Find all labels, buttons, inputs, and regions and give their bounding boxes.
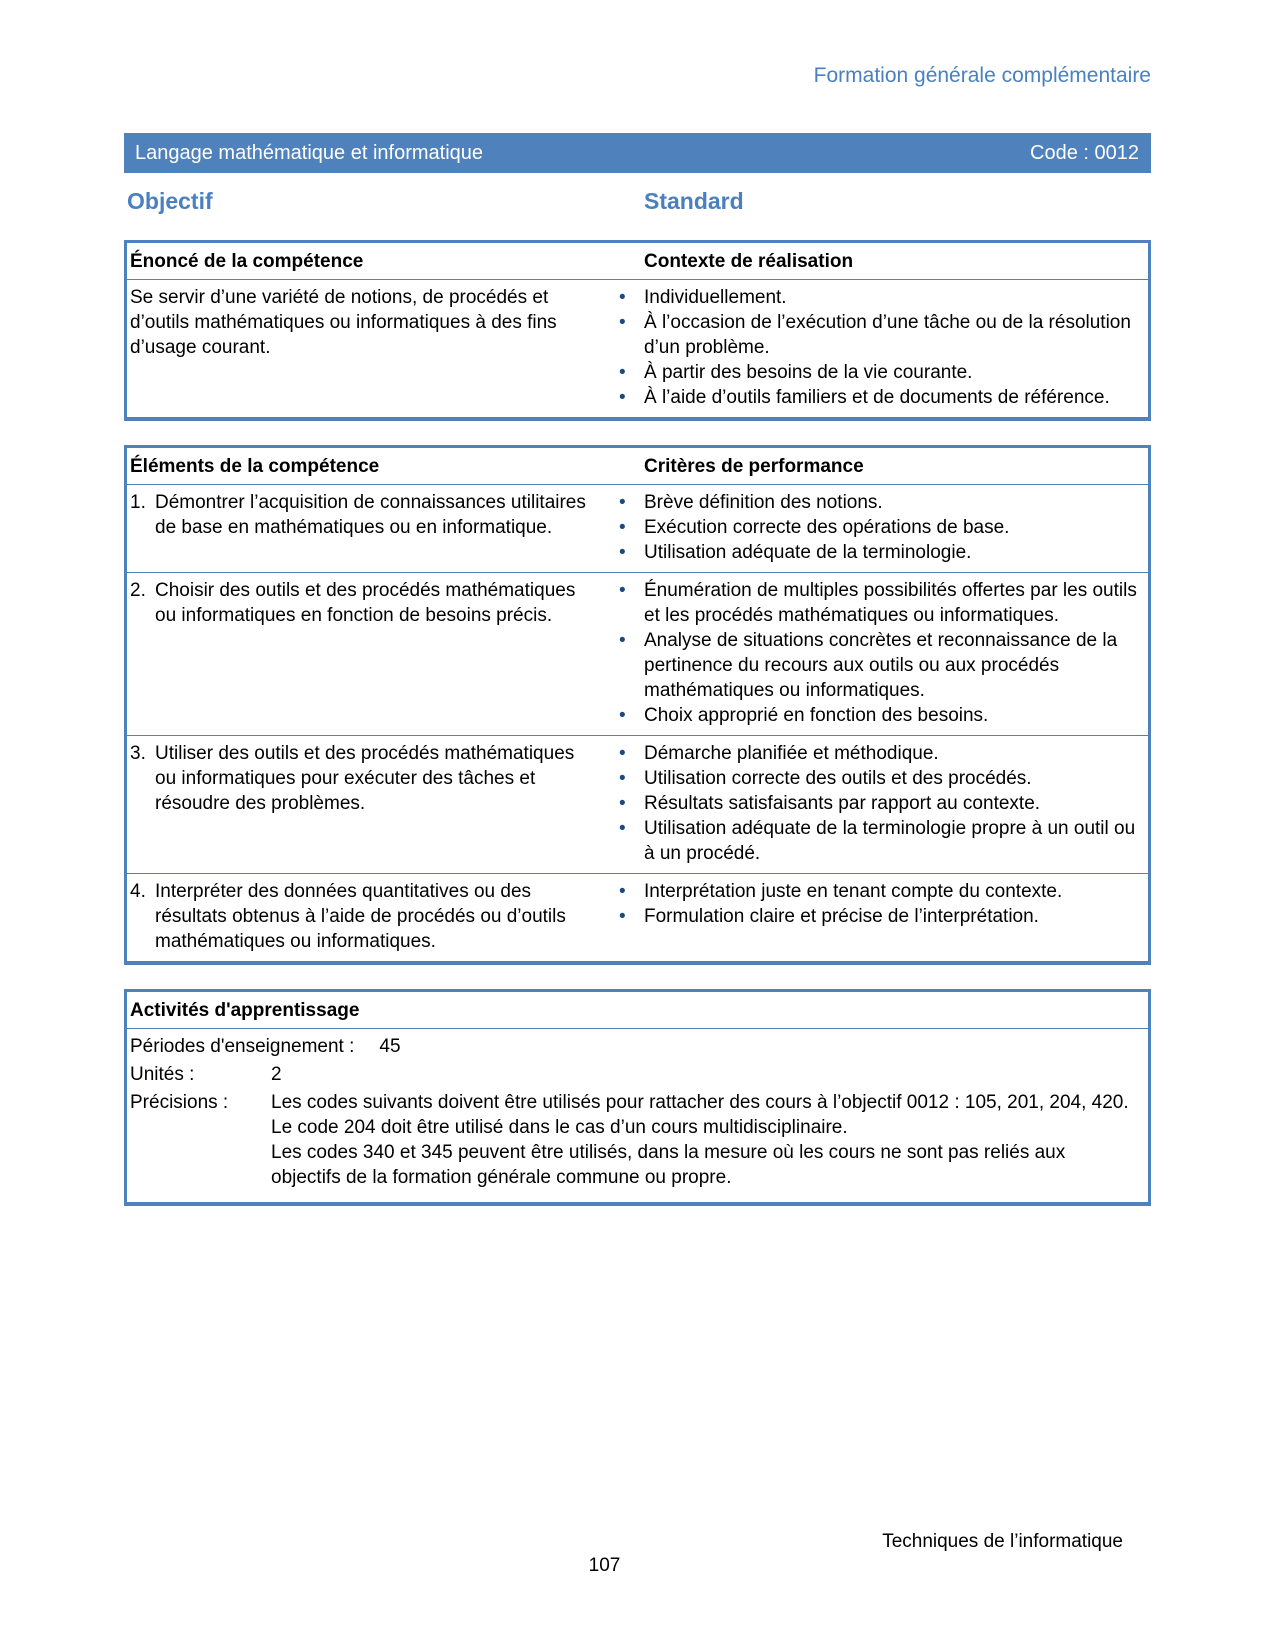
list-item: • À l’aide d’outils familiers et de documents de référence. [619,387,1110,408]
bullet-icon: • [619,492,626,513]
item-number: 1. [130,492,146,513]
table-row [127,280,1148,417]
title-bar [124,133,1151,173]
competence-statement: Se servir d’une variété de notions, de procédés et d’outils mathématiques ou informatiques à des fins d’usage courant. [130,287,557,358]
bullet-icon: • [619,793,626,814]
element-text: Interpréter des données quantitatives ou des résultats obtenus à l’aide de procédés ou d’outils mathématiques ou informatiques. [155,881,566,952]
list-item: • Brève définition des notions. [619,492,883,513]
list-item: • Résultats satisfaisants par rapport au contexte. [619,793,1041,814]
unites-value: 2 [271,1064,282,1085]
bullet-icon: • [619,743,626,764]
activites-table [124,989,1151,1206]
elements-header: Éléments de la compétence [130,456,380,477]
bullet-icon: • [619,387,626,408]
bullet-icon: • [619,705,626,726]
list-item: • À partir des besoins de la vie courante. [619,362,973,383]
element-text: Utiliser des outils et des procédés mathématiques ou informatiques pour exécuter des tâches et résoudre des problèmes. [155,743,575,814]
list-item: • Énumération de multiples possibilités offertes par les outils et les procédés mathématiques ou informatiques. [619,580,1137,626]
precisions-label: Précisions : [130,1092,229,1113]
periodes-value: 45 [379,1036,401,1057]
bullet-icon: • [619,906,626,927]
list-item: • Utilisation correcte des outils et des procédés. [619,768,1032,789]
bullet-icon: • [619,312,626,333]
enonce-header: Énoncé de la compétence [130,251,364,272]
element-cell [127,485,619,572]
element-text: Démontrer l’acquisition de connaissances utilitaires de base en mathématiques ou en informatique. [155,492,586,538]
bullet-icon: • [619,542,626,563]
list-item: • À l’occasion de l’exécution d’une tâche ou de la résolution d’un problème. [619,312,1131,358]
bullet-icon: • [619,818,626,839]
page-content [124,0,1151,1206]
precisions-paragraph: Les codes 340 et 345 peuvent être utilisés, dans la mesure où les cours ne sont pas reliés aux objectifs de la formation générale commune ou propre. [271,1142,1066,1188]
periodes-row [130,1034,1140,1059]
footer-program-name: Techniques de l’informatique [882,1531,1123,1552]
list-item: • Choix approprié en fonction des besoins. [619,705,989,726]
table-row-4 [127,873,1148,961]
running-header: Formation générale complémentaire [813,64,1151,87]
enonce-text [127,280,619,417]
title-bar-code: Code : 0012 [1030,141,1139,164]
table-row-2 [127,572,1148,735]
contexte-header: Contexte de réalisation [644,251,854,272]
list-item: • Analyse de situations concrètes et reconnaissance de la pertinence du recours aux outils ou aux procédés mathématiques ou informatiques. [619,630,1118,701]
item-number: 2. [130,580,146,601]
bullet-icon: • [619,630,626,651]
precisions-paragraph: Les codes suivants doivent être utilisés pour rattacher des cours à l’objectif 0012 : 105, 201, 204, 420. [271,1092,1129,1113]
page-number: 107 [588,1555,621,1576]
section-headings [124,186,1151,216]
table-header-row [127,243,1148,280]
activites-body [127,1029,1148,1202]
table-row-1 [127,485,1148,572]
activites-header: Activités d'apprentissage [130,1000,360,1021]
enonce-contexte-table [124,240,1151,421]
element-cell [127,736,619,873]
bullet-icon: • [619,517,626,538]
bullet-icon: • [619,580,626,601]
criteria-cell [619,874,1148,961]
list-item: • Utilisation adéquate de la terminologie. [619,542,972,563]
list-item: • Formulation claire et précise de l’interprétation. [619,906,1039,927]
element-text: Choisir des outils et des procédés mathématiques ou informatiques en fonction de besoins précis. [155,580,576,626]
unites-label: Unités : [130,1064,195,1085]
precisions-paragraph: Le code 204 doit être utilisé dans le cas d’un cours multidisciplinaire. [271,1117,848,1138]
objectif-heading: Objectif [127,188,213,214]
table-header-row [127,992,1148,1029]
criteres-header: Critères de performance [644,456,864,477]
unites-row [130,1062,1140,1087]
periodes-label: Périodes d'enseignement : [130,1036,355,1057]
item-number: 4. [130,881,146,902]
element-cell [127,573,619,735]
bullet-icon: • [619,768,626,789]
item-number: 3. [130,743,146,764]
list-item: • Démarche planifiée et méthodique. [619,743,939,764]
bullet-icon: • [619,287,626,308]
bullet-icon: • [619,881,626,902]
title-bar-label: Langage mathématique et informatique [135,141,484,164]
standard-heading: Standard [644,188,744,214]
element-cell [127,874,619,961]
criteria-cell [619,485,1148,572]
list-item: • Individuellement. [619,287,787,308]
contexte-list [619,280,1148,417]
criteria-cell [619,736,1148,873]
bullet-icon: • [619,362,626,383]
list-item: • Exécution correcte des opérations de base. [619,517,1010,538]
elements-criteres-table [124,445,1151,965]
table-header-row [127,448,1148,485]
precisions-row [130,1090,1140,1190]
table-row-3 [127,735,1148,873]
list-item: • Utilisation adéquate de la terminologie propre à un outil ou à un procédé. [619,818,1136,864]
list-item: • Interprétation juste en tenant compte du contexte. [619,881,1063,902]
precisions-text [271,1090,1140,1190]
criteria-cell [619,573,1148,735]
